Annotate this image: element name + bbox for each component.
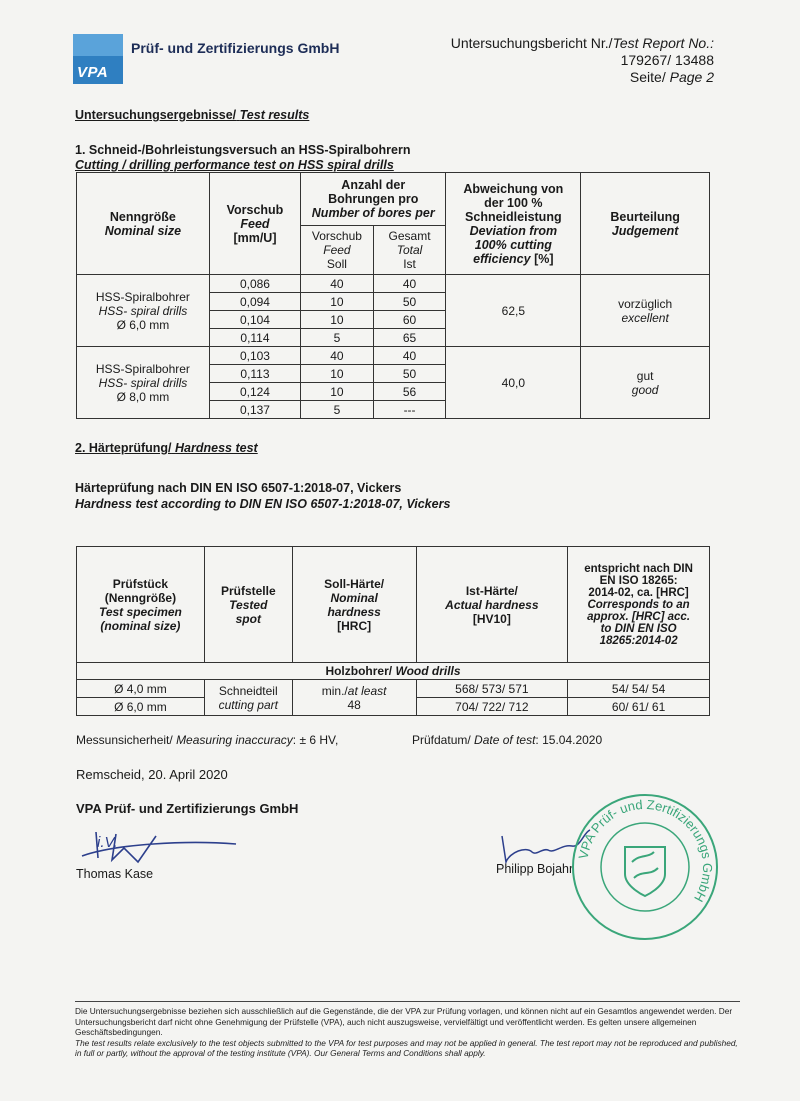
wood-drills-group: Holzbohrer/ Wood drills	[77, 663, 710, 680]
ist-cell: 40	[373, 347, 446, 365]
ist-cell: 40	[373, 275, 446, 293]
feed-cell: 0,113	[209, 365, 300, 383]
judgement-header: Beurteilung Judgement	[581, 173, 710, 275]
footer-text-de: Die Untersuchungsergebnisse beziehen sich ausschließlich auf die Gegenstände, die der VPA zur Prüfung vorlagen, und können nicht auf ein Gesamtlos angewendet werden. Der Untersuchungsbericht darf nicht ohne Genehmigung der Prüfstelle (VPA), auch nicht auszugsweise, vervielfältigt und veröffentlicht werden. Es gelten unsere allgemeinen Geschäftsbedingungen.	[75, 1006, 733, 1038]
signature-company: VPA Prüf- und Zertifizierungs GmbH	[76, 801, 299, 816]
company-name: Prüf- und Zertifizierungs GmbH	[131, 40, 340, 56]
deviation-cell: 40,0	[446, 347, 581, 419]
feed-cell: 0,104	[209, 311, 300, 329]
hrc-correspondence-header: entspricht nach DIN EN ISO 18265: 2014-02, ca. [HRC] Corresponds to an approx. [HRC] acc. to DIN EN ISO 18265:2014-02	[568, 547, 710, 663]
section1-title-en: Cutting / drilling performance test on HSS spiral drills	[75, 158, 394, 172]
hrc-cell: 54/ 54/ 54	[568, 680, 710, 698]
hardness-method-en: Hardness test according to DIN EN ISO 6507-1:2018-07, Vickers	[75, 497, 451, 511]
total-subheader: Gesamt Total Ist	[373, 226, 446, 275]
feed-cell: 0,094	[209, 293, 300, 311]
specimen-size-cell: Ø 4,0 mm	[77, 680, 205, 698]
ist-cell: 60	[373, 311, 446, 329]
section1-title: 1. Schneid-/Bohrleistungsversuch an HSS-Spiralbohrern	[75, 143, 411, 157]
footer-text-en: The test results relate exclusively to the test objects submitted to the VPA for test purposes and may not be applied in general. The test report may not be reproduced and published, in full or partly, without the approval of the testing institute (VPA). Our General Terms and Conditions shall apply.	[75, 1037, 738, 1059]
feed-cell: 0,086	[209, 275, 300, 293]
soll-cell: 10	[301, 365, 374, 383]
tested-spot-header: Prüfstelle Tested spot	[204, 547, 292, 663]
report-number: 179267/ 13488	[620, 52, 714, 68]
specimen-size-cell: Ø 6,0 mm	[77, 698, 205, 716]
judgement-cell: gut good	[581, 347, 710, 419]
deviation-cell: 62,5	[446, 275, 581, 347]
soll-cell: 40	[301, 347, 374, 365]
place-date: Remscheid, 20. April 2020	[76, 767, 228, 782]
group-name-cell: HSS-Spiralbohrer HSS- spiral drills Ø 8,0 mm	[77, 347, 210, 419]
actual-hardness-cell: 704/ 722/ 712	[416, 698, 568, 716]
soll-cell: 5	[301, 329, 374, 347]
test-date: Prüfdatum/ Date of test: 15.04.2020	[412, 733, 603, 747]
deviation-header: Abweichung von der 100 % Schneidleistung Deviation from 100% cutting efficiency [%]	[446, 173, 581, 275]
tested-spot-cell: Schneidteil cutting part	[204, 680, 292, 716]
hardness-table	[76, 546, 710, 716]
ist-cell: 56	[373, 383, 446, 401]
stamp-text: VPA Prüf- und Zertifizierungs GmbH	[575, 796, 716, 905]
footer-disclaimer	[75, 1006, 740, 1059]
nominal-hardness-header: Soll-Härte/ Nominal hardness [HRC]	[292, 547, 416, 663]
soll-cell: 10	[301, 383, 374, 401]
soll-cell: 40	[301, 275, 374, 293]
hrc-cell: 60/ 61/ 61	[568, 698, 710, 716]
report-number-label: Untersuchungsbericht Nr./Test Report No.:	[450, 35, 714, 51]
judgement-cell: vorzüglich excellent	[581, 275, 710, 347]
bores-header: Anzahl der Bohrungen pro Number of bores per	[301, 173, 446, 226]
signer-left-name: Thomas Kase	[76, 867, 154, 881]
signer-right-name: Philipp Bojahr	[496, 862, 574, 876]
ist-cell: 65	[373, 329, 446, 347]
actual-hardness-cell: 568/ 573/ 571	[416, 680, 568, 698]
measuring-inaccuracy: Messunsicherheit/ Measuring inaccuracy: ± 6 HV,	[76, 733, 339, 747]
actual-hardness-header: Ist-Härte/ Actual hardness [HV10]	[416, 547, 568, 663]
vpa-logo	[73, 34, 123, 84]
logo-text: VPA	[77, 64, 109, 81]
ist-cell: 50	[373, 293, 446, 311]
results-heading: Untersuchungsergebnisse/ Test results	[75, 108, 310, 122]
soll-cell: 10	[301, 311, 374, 329]
nominal-size-header: Nenngröße Nominal size	[77, 173, 210, 275]
left-signature-prefix: i.V.	[97, 834, 118, 851]
soll-cell: 5	[301, 401, 374, 419]
footer-divider	[75, 1001, 740, 1002]
ist-cell: 50	[373, 365, 446, 383]
nominal-hardness-cell: min./at least 48	[292, 680, 416, 716]
feed-cell: 0,114	[209, 329, 300, 347]
page-number: Seite/ Page 2	[629, 69, 714, 85]
company-stamp	[570, 792, 720, 942]
feed-subheader: Vorschub Feed Soll	[301, 226, 374, 275]
feed-header: Vorschub Feed [mm/U]	[209, 173, 300, 275]
group-name-cell: HSS-Spiralbohrer HSS- spiral drills Ø 6,0 mm	[77, 275, 210, 347]
feed-cell: 0,103	[209, 347, 300, 365]
hardness-method: Härteprüfung nach DIN EN ISO 6507-1:2018-07, Vickers	[75, 481, 402, 495]
specimen-header: Prüfstück (Nenngröße) Test specimen (nominal size)	[77, 547, 205, 663]
ist-cell: ---	[373, 401, 446, 419]
feed-cell: 0,124	[209, 383, 300, 401]
cutting-performance-table	[76, 172, 710, 419]
section2-title: 2. Härteprüfung/ Hardness test	[75, 441, 258, 455]
soll-cell: 10	[301, 293, 374, 311]
feed-cell: 0,137	[209, 401, 300, 419]
